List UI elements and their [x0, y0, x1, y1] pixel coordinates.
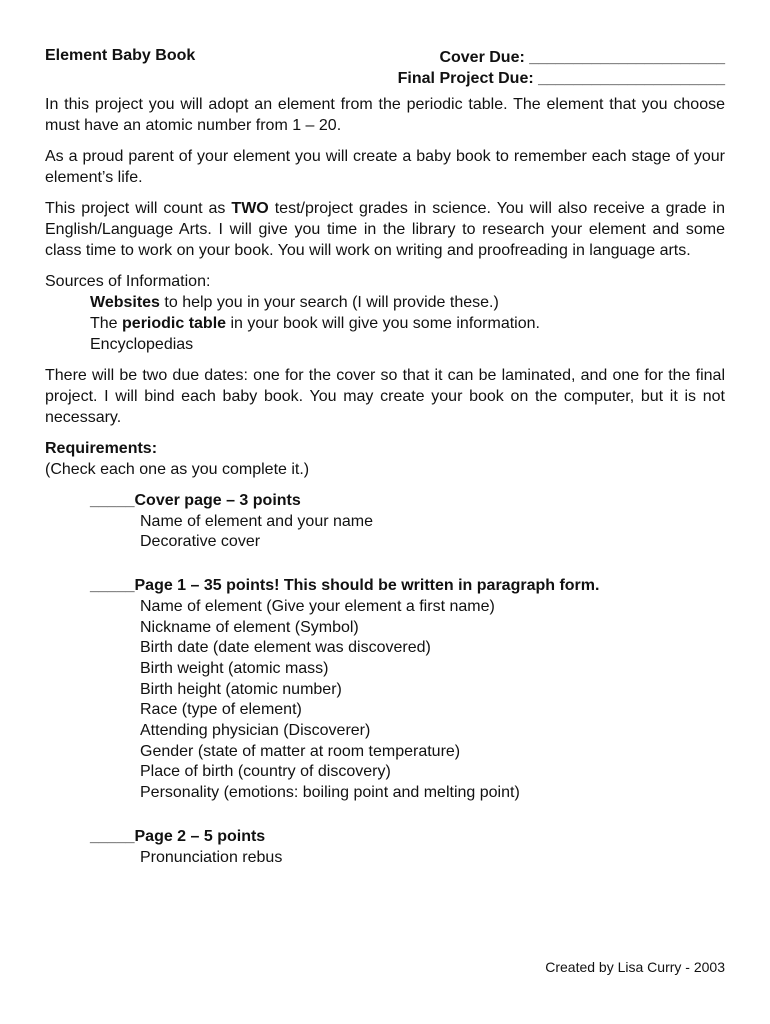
document-title: Element Baby Book [45, 47, 196, 64]
requirement-item: Race (type of element) [140, 701, 302, 719]
source-pt-pre: The [90, 315, 123, 332]
cover-due-line: Cover Due: ______________________ [439, 49, 725, 66]
source-websites-bold: Websites [90, 294, 160, 311]
requirement-item: Attending physician (Discoverer) [140, 722, 371, 740]
sources-heading: Sources of Information: [45, 273, 211, 290]
source-item-encyclopedias: Encyclopedias [90, 336, 194, 353]
requirement-title: _____Page 2 – 5 points [90, 827, 266, 845]
due-dates-block [398, 47, 725, 89]
requirement-title: _____Cover page – 3 points [90, 492, 301, 509]
intro-p3-start: This project will count as [45, 200, 232, 217]
source-item-websites [45, 292, 725, 313]
sources-section [45, 271, 725, 355]
requirements-instruction: (Check each one as you complete it.) [45, 461, 310, 478]
intro-p3-end: test/project grades in science. You will also receive a grade in English/Language Arts. I will give you time in the library to research your element and some class time to work on your book. You will work on writing and proofreading in language arts. [45, 200, 726, 259]
requirement-item: Pronunciation rebus [140, 848, 283, 866]
footer-credit: Created by Lisa Curry - 2003 [545, 959, 725, 975]
source-websites-text: to help you in your search (I will provide these.) [159, 294, 499, 311]
intro-paragraph-3 [45, 198, 725, 261]
requirement-section [90, 576, 725, 804]
requirements-heading: Requirements: [45, 440, 158, 457]
requirement-section [90, 827, 725, 868]
requirement-item: Birth weight (atomic mass) [140, 659, 329, 677]
intro-paragraph-2: As a proud parent of your element you will create a baby book to remember each stage of your element’s life. [45, 148, 725, 186]
header [45, 44, 725, 94]
requirement-item: Birth height (atomic number) [140, 680, 342, 698]
document-page [45, 44, 725, 891]
requirement-item: Decorative cover [140, 533, 261, 551]
requirement-section [90, 491, 725, 553]
source-pt-bold: periodic table [122, 315, 227, 332]
requirements-header [45, 438, 725, 480]
requirement-item: Personality (emotions: boiling point and melting point) [140, 784, 520, 802]
source-item-periodic-table [45, 313, 725, 334]
requirement-title: _____Page 1 – 35 points! This should be written in paragraph form. [90, 577, 600, 595]
requirement-item: Place of birth (country of discovery) [140, 763, 391, 781]
intro-p3-bold: TWO [231, 200, 269, 217]
requirement-item: Birth date (date element was discovered) [140, 639, 431, 657]
source-pt-text: in your book will give you some information. [226, 315, 540, 332]
requirement-item: Name of element (Give your element a first name) [140, 597, 495, 615]
requirement-item: Name of element and your name [140, 512, 374, 530]
intro-paragraph-1: In this project you will adopt an element from the periodic table. The element that you choose must have an atomic number from 1 – 20. [45, 96, 725, 134]
final-due-line: Final Project Due: _____________________ [397, 70, 725, 87]
due-dates-paragraph: There will be two due dates: one for the cover so that it can be laminated, and one for the final project. I will bind each baby book. You may create your book on the computer, but it is not necessary. [45, 367, 725, 426]
requirement-item: Nickname of element (Symbol) [140, 618, 359, 636]
requirement-item: Gender (state of matter at room temperature) [140, 742, 461, 760]
